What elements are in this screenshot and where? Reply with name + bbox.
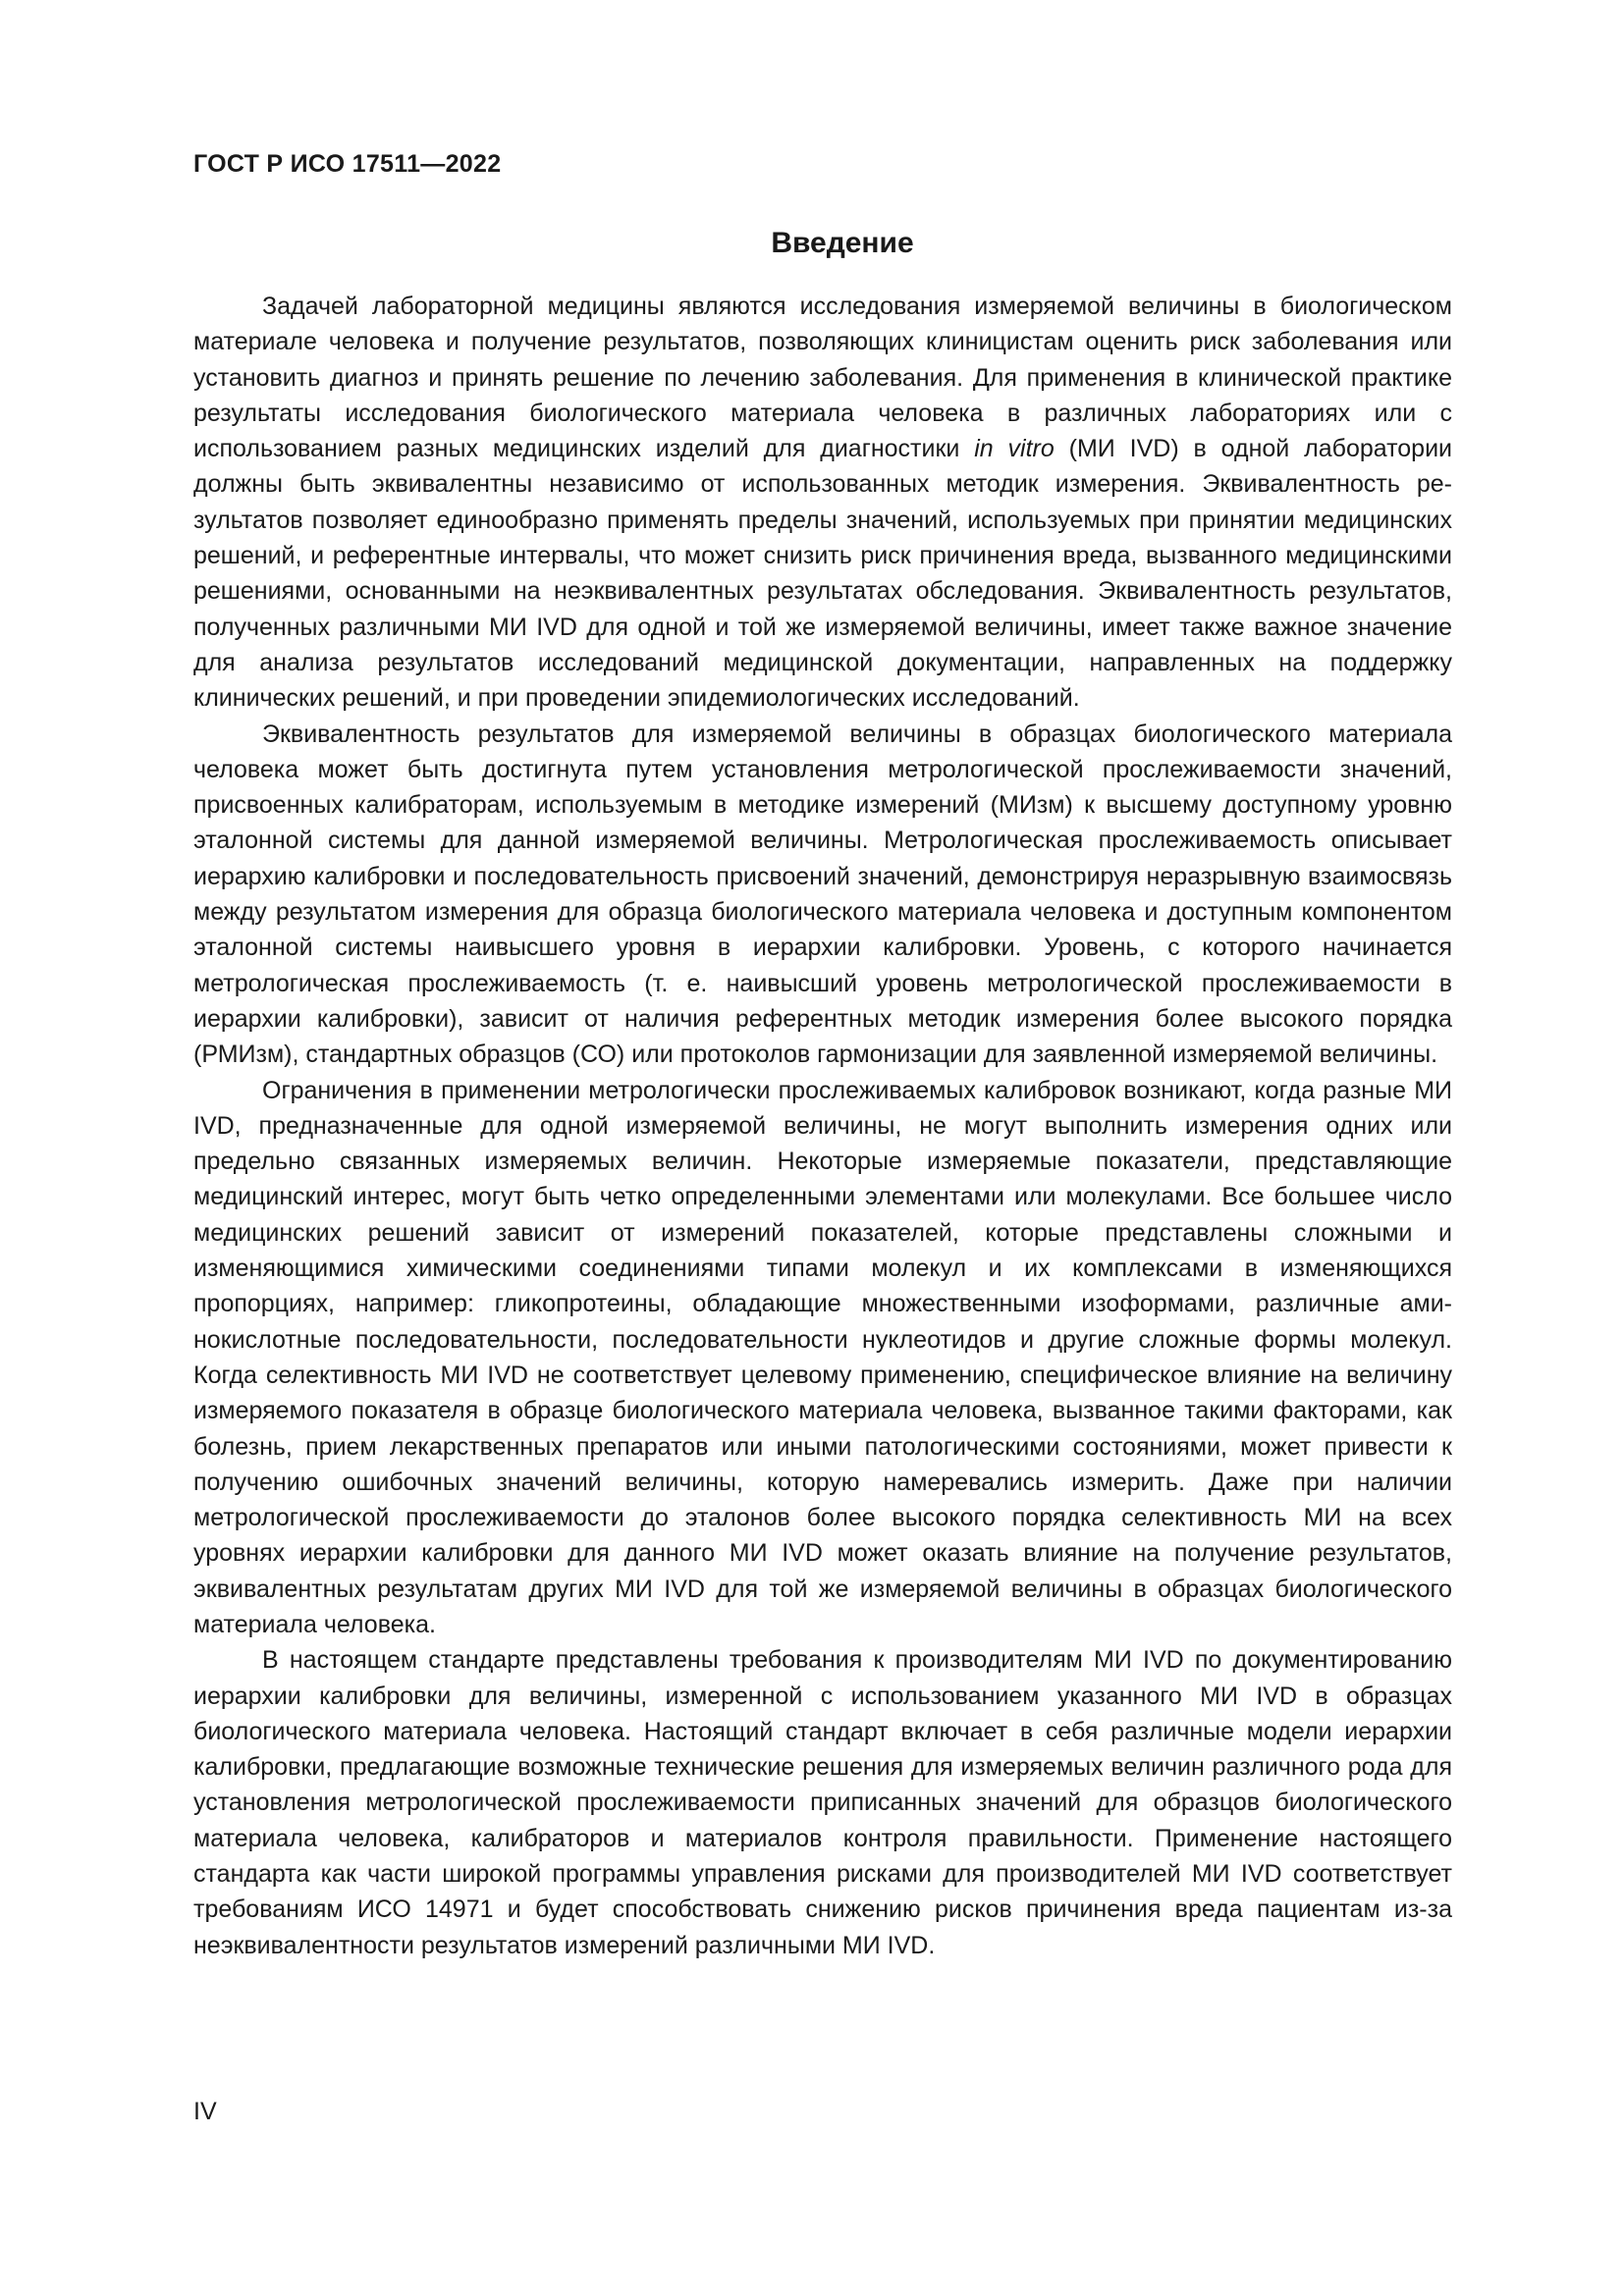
body-text (193, 289, 1452, 1963)
paragraph-3: Ограничения в применении метрологически прослеживаемых калибровок возникают, когда разные МИ IVD, предназначенные для одной измеряемой величины, не могут выполнить измерения одних или предельно связанных измеряемых величин. Некоторые измеряемые показатели, представляющие медицинский интерес, могут быть четко определенными элементами или молекулами. Все большее число медицинских решений зависит от измерений показателей, которые представлены сложными и изменяющимися химическими соединениями типами молекул и их комплексами в изменяющихся пропорциях, например: гликопротеины, обладающие множественными изоформами, различные аминокислотные последовательности, последовательности нуклеотидов и другие сложные формы молекул. Когда селективность МИ IVD не соответствует целевому применению, специфическое влияние на величину измеряемого показателя в образце биологического материала человека, вызванное такими факторами, как болезнь, прием лекарственных препаратов или иными патологическими состояниями, может привести к получению ошибочных значений величины, которую намеревались измерить. Даже при наличии метрологической прослеживаемости до эталонов более высокого порядка селективность МИ на всех уровнях иерархии калибровки для данного МИ IVD может оказать влияние на получение результатов, эквивалентных результатам других МИ IVD для той же измеряемой величины в образцах биологического материала человека. (193, 1076, 1452, 1638)
paragraph-1-text-after: (МИ IVD) в одной лаборатории должны быть эквивалентны независимо от использованных методик измерения. Эквивалентность результатов позволяет единообразно применять пределы значений, используемых при принятии медицинских решений, и референтные интервалы, что может снизить риск причинения вреда, вызванного медицинскими решениями, основанными на неэквивалентных результатах обследования. Эквивалентность результатов, полученных различными МИ IVD для одной и той же измеряемой величины, имеет также важное значение для анализа результатов исследований медицинской документации, направленных на поддержку клинических решений, и при проведении эпидемиологических исследований. (193, 435, 1453, 713)
document-code: ГОСТ Р ИСО 17511—2022 (193, 150, 502, 178)
section-title: Введение (771, 227, 914, 259)
page-number: IV (193, 2098, 217, 2125)
paragraph-1-text-before: Задачей лабораторной медицины являются исследования измеряемой величины в биологическом материале человека и получение результатов, позволяющих клиницистам оценить риск заболевания или установить диагноз и принять решение по лечению заболевания. Для применения в клинической практике результаты исследования биологического материала человека в различных лабораториях или с использованием разных медицинских изделий для диагностики (193, 293, 1452, 463)
paragraph-4: В настоящем стандарте представлены требования к производителям МИ IVD по документированию иерархии калибровки для величины, измеренной с использованием указанного МИ IVD в образцах биологического материала человека. Настоящий стандарт включает в себя различные модели иерархии калибровки, предлагающие возможные технические решения для измеряемых величин различного рода для установления метрологической прослеживаемости приписанных значений для образцов биологического материала человека, калибраторов и материалов контроля правильности. Применение настоящего стандарта как части широкой программы управления рисками для производителей МИ IVD соответствует требованиям ИСО 14971 и будет способствовать снижению рисков причинения вреда пациентам из-за неэквивалентности результатов измерений различными МИ IVD. (193, 1646, 1452, 1959)
paragraph-2: Эквивалентность результатов для измеряемой величины в образцах биологического материала человека может быть достигнута путем установления метрологической прослеживаемости значений, присвоенных калибраторам, используемым в методике измерений (МИзм) к высшему доступному уровню эталонной системы для данной измеряемой величины. Метрологическая прослеживаемость описывает иерархию калибровки и последовательность присвоений значений, демонстрируя неразрывную взаимосвязь между результатом измерения для образца биологического материала человека и доступным компонентом эталонной системы наивысшего уровня в иерархии калибровки. Уровень, с которого начинается метрологическая прослеживаемость (т. е. наивысший уровень метрологической прослеживаемости в иерархии калибровки), зависит от наличия референтных методик измерения более высокого порядка (РМИзм), стандартных образцов (СО) или протоколов гармонизации для заявленной измеряемой величины. (193, 720, 1452, 1069)
paragraph-1-italic-term: in vitro (974, 435, 1055, 463)
paragraph-1 (193, 289, 1452, 717)
